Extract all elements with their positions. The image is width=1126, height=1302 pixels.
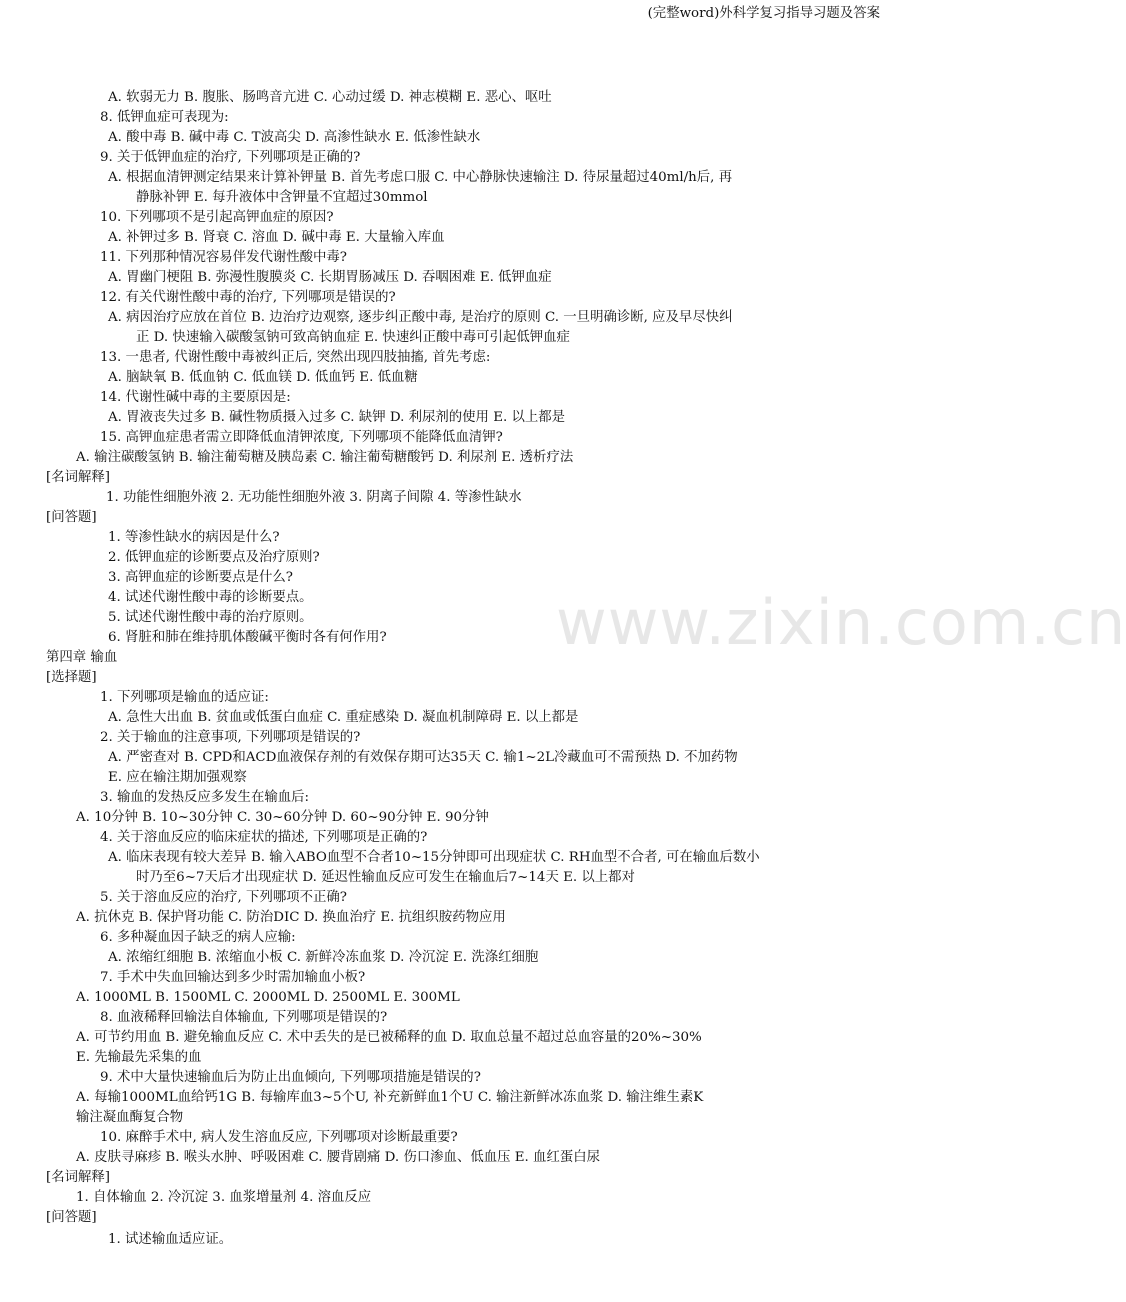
text-line: A. 酸中毒 B. 碱中毒 C. T波高尖 D. 高渗性缺水 E. 低渗性缺水	[108, 130, 481, 145]
text-line: 9. 关于低钾血症的治疗, 下列哪项是正确的?	[100, 150, 361, 165]
text-line: 4. 试述代谢性酸中毒的诊断要点。	[108, 590, 313, 605]
text-line: 2. 关于输血的注意事项, 下列哪项是错误的?	[100, 730, 361, 745]
text-line: 7. 手术中失血回输达到多少时需加输血小板?	[100, 970, 366, 985]
text-line: 13. 一患者, 代谢性酸中毒被纠正后, 突然出现四肢抽搐, 首先考虑:	[100, 350, 491, 365]
text-line: A. 胃液丧失过多 B. 碱性物质摄入过多 C. 缺钾 D. 利尿剂的使用 E. 以上都是	[108, 410, 566, 425]
text-line: 12. 有关代谢性酸中毒的治疗, 下列哪项是错误的?	[100, 290, 396, 305]
text-line: 6. 肾脏和肺在维持肌体酸碱平衡时各有何作用?	[108, 630, 387, 645]
text-line: 9. 术中大量快速输血后为防止出血倾向, 下列哪项措施是错误的?	[100, 1070, 481, 1085]
text-line: 11. 下列那种情况容易伴发代谢性酸中毒?	[100, 250, 347, 265]
text-line: 第四章 输血	[46, 650, 118, 665]
text-line: 15. 高钾血症患者需立即降低血清钾浓度, 下列哪项不能降低血清钾?	[100, 430, 503, 445]
text-line: A. 每输1000ML血给钙1G B. 每输库血3~5个U, 补充新鲜血1个U C. 输注新鲜冰冻血浆 D. 输注维生素K	[76, 1090, 704, 1105]
text-line: A. 10分钟 B. 10~30分钟 C. 30~60分钟 D. 60~90分钟 E. 90分钟	[76, 810, 489, 825]
text-line: E. 应在输注期加强观察	[108, 770, 247, 785]
text-line: 5. 试述代谢性酸中毒的治疗原则。	[108, 610, 313, 625]
text-line: 静脉补钾 E. 每升液体中含钾量不宜超过30mmol	[136, 190, 428, 205]
text-line: 14. 代谢性碱中毒的主要原因是:	[100, 390, 291, 405]
text-line: A. 脑缺氧 B. 低血钠 C. 低血镁 D. 低血钙 E. 低血糖	[108, 370, 418, 385]
text-line: 1. 试述输血适应证。	[108, 1232, 233, 1247]
text-line: [名词解释]	[46, 1170, 111, 1185]
text-line: 输注凝血酶复合物	[76, 1110, 184, 1125]
text-line: 时乃至6~7天后才出现症状 D. 延迟性输血反应可发生在输血后7~14天 E. 以上都对	[136, 870, 635, 885]
text-line: 8. 低钾血症可表现为:	[100, 110, 229, 125]
text-line: A. 临床表现有较大差异 B. 输入ABO血型不合者10~15分钟即可出现症状 C. RH血型不合者, 可在输血后数小	[108, 850, 760, 865]
text-line: E. 先输最先采集的血	[76, 1050, 202, 1065]
text-line: A. 皮肤寻麻疹 B. 喉头水肿、呼吸困难 C. 腰背剧痛 D. 伤口渗血、低血压 E. 血红蛋白尿	[76, 1150, 601, 1165]
text-line: 10. 下列哪项不是引起高钾血症的原因?	[100, 210, 334, 225]
text-line: A. 病因治疗应放在首位 B. 边治疗边观察, 逐步纠正酸中毒, 是治疗的原则 C. 一旦明确诊断, 应及早尽快纠	[108, 310, 733, 325]
text-line: A. 输注碳酸氢钠 B. 输注葡萄糖及胰岛素 C. 输注葡萄糖酸钙 D. 利尿剂 E. 透析疗法	[76, 450, 574, 465]
text-line: 8. 血液稀释回输法自体输血, 下列哪项是错误的?	[100, 1010, 388, 1025]
text-line: 6. 多种凝血因子缺乏的病人应输:	[100, 930, 296, 945]
text-line: [问答题]	[46, 510, 97, 525]
text-line: 1. 自体输血 2. 冷沉淀 3. 血浆增量剂 4. 溶血反应	[76, 1190, 372, 1205]
watermark: www.zixin.com.cn	[556, 586, 1126, 659]
text-line: A. 急性大出血 B. 贫血或低蛋白血症 C. 重症感染 D. 凝血机制障碍 E. 以上都是	[108, 710, 579, 725]
text-line: A. 胃幽门梗阻 B. 弥漫性腹膜炎 C. 长期胃肠减压 D. 吞咽困难 E. 低钾血症	[108, 270, 552, 285]
text-line: 4. 关于溶血反应的临床症状的描述, 下列哪项是正确的?	[100, 830, 428, 845]
text-line: 3. 高钾血症的诊断要点是什么?	[108, 570, 293, 585]
text-line: A. 根据血清钾测定结果来计算补钾量 B. 首先考虑口服 C. 中心静脉快速输注 D. 待尿量超过40ml/h后, 再	[108, 170, 733, 185]
text-line: 1. 功能性细胞外液 2. 无功能性细胞外液 3. 阴离子间隙 4. 等渗性缺水	[106, 490, 522, 505]
text-line: 1. 等渗性缺水的病因是什么?	[108, 530, 280, 545]
text-line: 10. 麻醉手术中, 病人发生溶血反应, 下列哪项对诊断最重要?	[100, 1130, 458, 1145]
page-header-title: (完整word)外科学复习指导习题及答案	[647, 6, 880, 21]
text-line: [选择题]	[46, 670, 97, 685]
text-line: 1. 下列哪项是输血的适应证:	[100, 690, 269, 705]
text-line: A. 抗休克 B. 保护肾功能 C. 防治DIC D. 换血治疗 E. 抗组织胺药物应用	[76, 910, 506, 925]
text-line: A. 严密查对 B. CPD和ACD血液保存剂的有效保存期可达35天 C. 输1~2L冷藏血可不需预热 D. 不加药物	[108, 750, 738, 765]
text-line: 3. 输血的发热反应多发生在输血后:	[100, 790, 310, 805]
text-line: 2. 低钾血症的诊断要点及治疗原则?	[108, 550, 320, 565]
text-line: [问答题]	[46, 1210, 97, 1225]
text-line: 5. 关于溶血反应的治疗, 下列哪项不正确?	[100, 890, 347, 905]
text-line: A. 浓缩红细胞 B. 浓缩血小板 C. 新鲜冷冻血浆 D. 冷沉淀 E. 洗涤红细胞	[108, 950, 539, 965]
text-line: A. 可节约用血 B. 避免输血反应 C. 术中丢失的是已被稀释的血 D. 取血总量不超过总血容量的20%~30%	[76, 1030, 702, 1045]
text-line: A. 软弱无力 B. 腹胀、肠鸣音亢进 C. 心动过缓 D. 神志模糊 E. 恶心、呕吐	[108, 90, 552, 105]
text-line: A. 补钾过多 B. 肾衰 C. 溶血 D. 碱中毒 E. 大量输入库血	[108, 230, 445, 245]
text-line: [名词解释]	[46, 470, 111, 485]
text-line: 正 D. 快速输入碳酸氢钠可致高钠血症 E. 快速纠正酸中毒可引起低钾血症	[136, 330, 570, 345]
text-line: A. 1000ML B. 1500ML C. 2000ML D. 2500ML E. 300ML	[76, 990, 460, 1005]
